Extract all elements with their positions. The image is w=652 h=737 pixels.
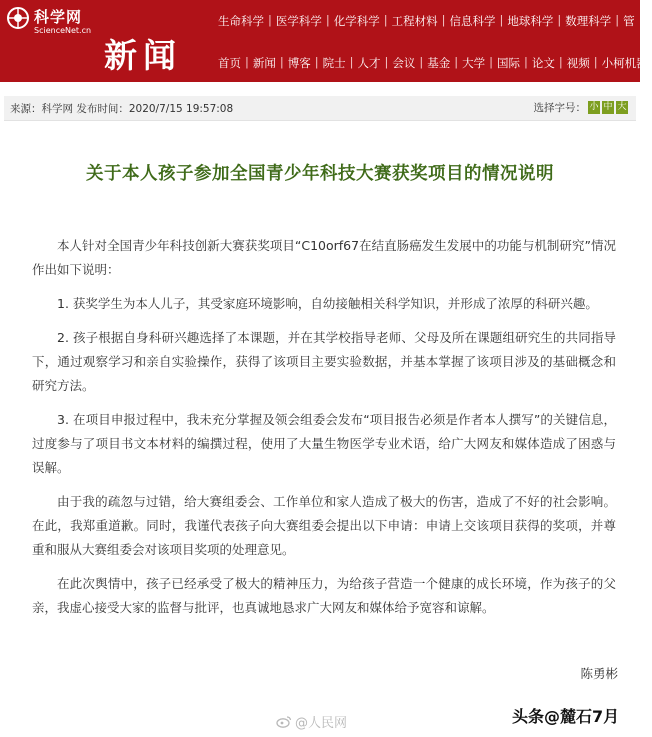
nav-item-engineering[interactable]: 工程材料	[391, 14, 438, 28]
main-nav: 首页 | 新闻 | 博客 | 院士 | 人才 | 会议 | 基金 | 大学 | 国际 | 论文 | 视频 | 小柯机器	[214, 55, 652, 71]
nav-item-meetings[interactable]: 会议	[392, 56, 416, 70]
nav-item-papers[interactable]: 论文	[531, 56, 555, 70]
nav-item-chemistry[interactable]: 化学科学	[333, 14, 380, 28]
article-signature: 陈勇彬	[580, 666, 618, 681]
nav-item-universities[interactable]: 大学	[462, 56, 486, 70]
weibo-watermark-text: @人民网	[295, 716, 348, 731]
nav-item-funds[interactable]: 基金	[427, 56, 451, 70]
nav-item-blog[interactable]: 博客	[287, 56, 311, 70]
nav-item-xiaoke-robot[interactable]: 小柯机器	[601, 56, 648, 70]
nav-item-academicians[interactable]: 院士	[322, 56, 346, 70]
article-paragraph-closing: 在此次舆情中，孩子已经承受了极大的精神压力，为给孩子营造一个健康的成长环境，作为孩子的父亲，我虚心接受大家的监督与批评，也真诚地恳求广大网友和媒体给予宽容和谅解。	[32, 576, 616, 615]
article-paragraph-apology: 由于我的疏忽与过错，给大赛组委会、工作单位和家人造成了极大的伤害，造成了不好的社会影响。在此，我郑重道歉。同时，我谨代表孩子向大赛组委会提出以下申请：申请上交该项目获得的奖项，并尊重和服从大赛组委会对该项目奖项的处理意见。	[32, 494, 616, 557]
nav-item-videos[interactable]: 视频	[566, 56, 590, 70]
logo-text-cn: 科学网	[34, 8, 83, 26]
logo-text-en: ScienceNet.cn	[34, 26, 92, 35]
nav-item-information[interactable]: 信息科学	[449, 14, 496, 28]
article-paragraph-3: 3. 在项目申报过程中，我未充分掌握及领会组委会发布“项目报告必须是作者本人撰写”的关键信息，过度参与了项目书文本材料的编撰过程，使用了大量生物医学专业术语，给广大网友和媒体造成了困惑与误解。	[32, 412, 616, 475]
nav-item-earth-science[interactable]: 地球科学	[507, 14, 554, 28]
weibo-icon	[276, 715, 292, 728]
nav-item-management[interactable]: 管	[623, 14, 635, 28]
category-nav: 生命科学 | 医学科学 | 化学科学 | 工程材料 | 信息科学 | 地球科学 | 数理科学 | 管	[214, 13, 639, 29]
font-size-label: 选择字号：	[533, 102, 586, 114]
nav-item-home[interactable]: 首页	[218, 56, 241, 70]
font-size-selector	[534, 100, 629, 115]
sciencenet-logo[interactable]	[6, 4, 98, 38]
article-meta-bar	[4, 96, 636, 121]
site-header	[0, 0, 648, 82]
font-size-large-button[interactable]: 大	[617, 102, 627, 112]
logo-emblem-icon	[6, 6, 30, 30]
article-body	[32, 234, 616, 630]
nav-item-talent[interactable]: 人才	[357, 56, 381, 70]
weibo-watermark	[276, 712, 347, 731]
nav-item-medical-science[interactable]: 医学科学	[275, 14, 322, 28]
toutiao-watermark: 头条@麓石7月	[512, 707, 620, 726]
article-title: 关于本人孩子参加全国青少年科技大赛获奖项目的情况说明	[86, 164, 554, 184]
font-size-medium-button[interactable]: 中	[603, 102, 613, 112]
nav-item-news[interactable]: 新闻	[252, 56, 276, 70]
article-paragraph-1: 1. 获奖学生为本人儿子，其受家庭环境影响，自幼接触相关科学知识，并形成了浓厚的科研兴趣。	[57, 296, 598, 311]
nav-item-math-physics[interactable]: 数理科学	[565, 14, 612, 28]
font-size-small-button[interactable]: 小	[589, 102, 599, 112]
source-and-publish-time: 来源：科学网 发布时间：2020/7/15 19:57:08	[10, 103, 234, 115]
article-paragraph-intro: 本人针对全国青少年科技创新大赛获奖项目“C10orf67在结直肠癌发生发展中的功能与机制研究”情况作出如下说明：	[32, 238, 616, 277]
nav-item-life-science[interactable]: 生命科学	[218, 14, 264, 28]
article-paragraph-2: 2. 孩子根据自身科研兴趣选择了本课题，并在其学校指导老师、父母及所在课题组研究生的共同指导下，通过观察学习和亲自实验操作，获得了该项目主要实验数据，并基本掌握了该项目涉及的基础概念和研究方法。	[32, 330, 616, 393]
section-title: 新闻	[104, 36, 182, 75]
nav-item-international[interactable]: 国际	[497, 56, 520, 70]
